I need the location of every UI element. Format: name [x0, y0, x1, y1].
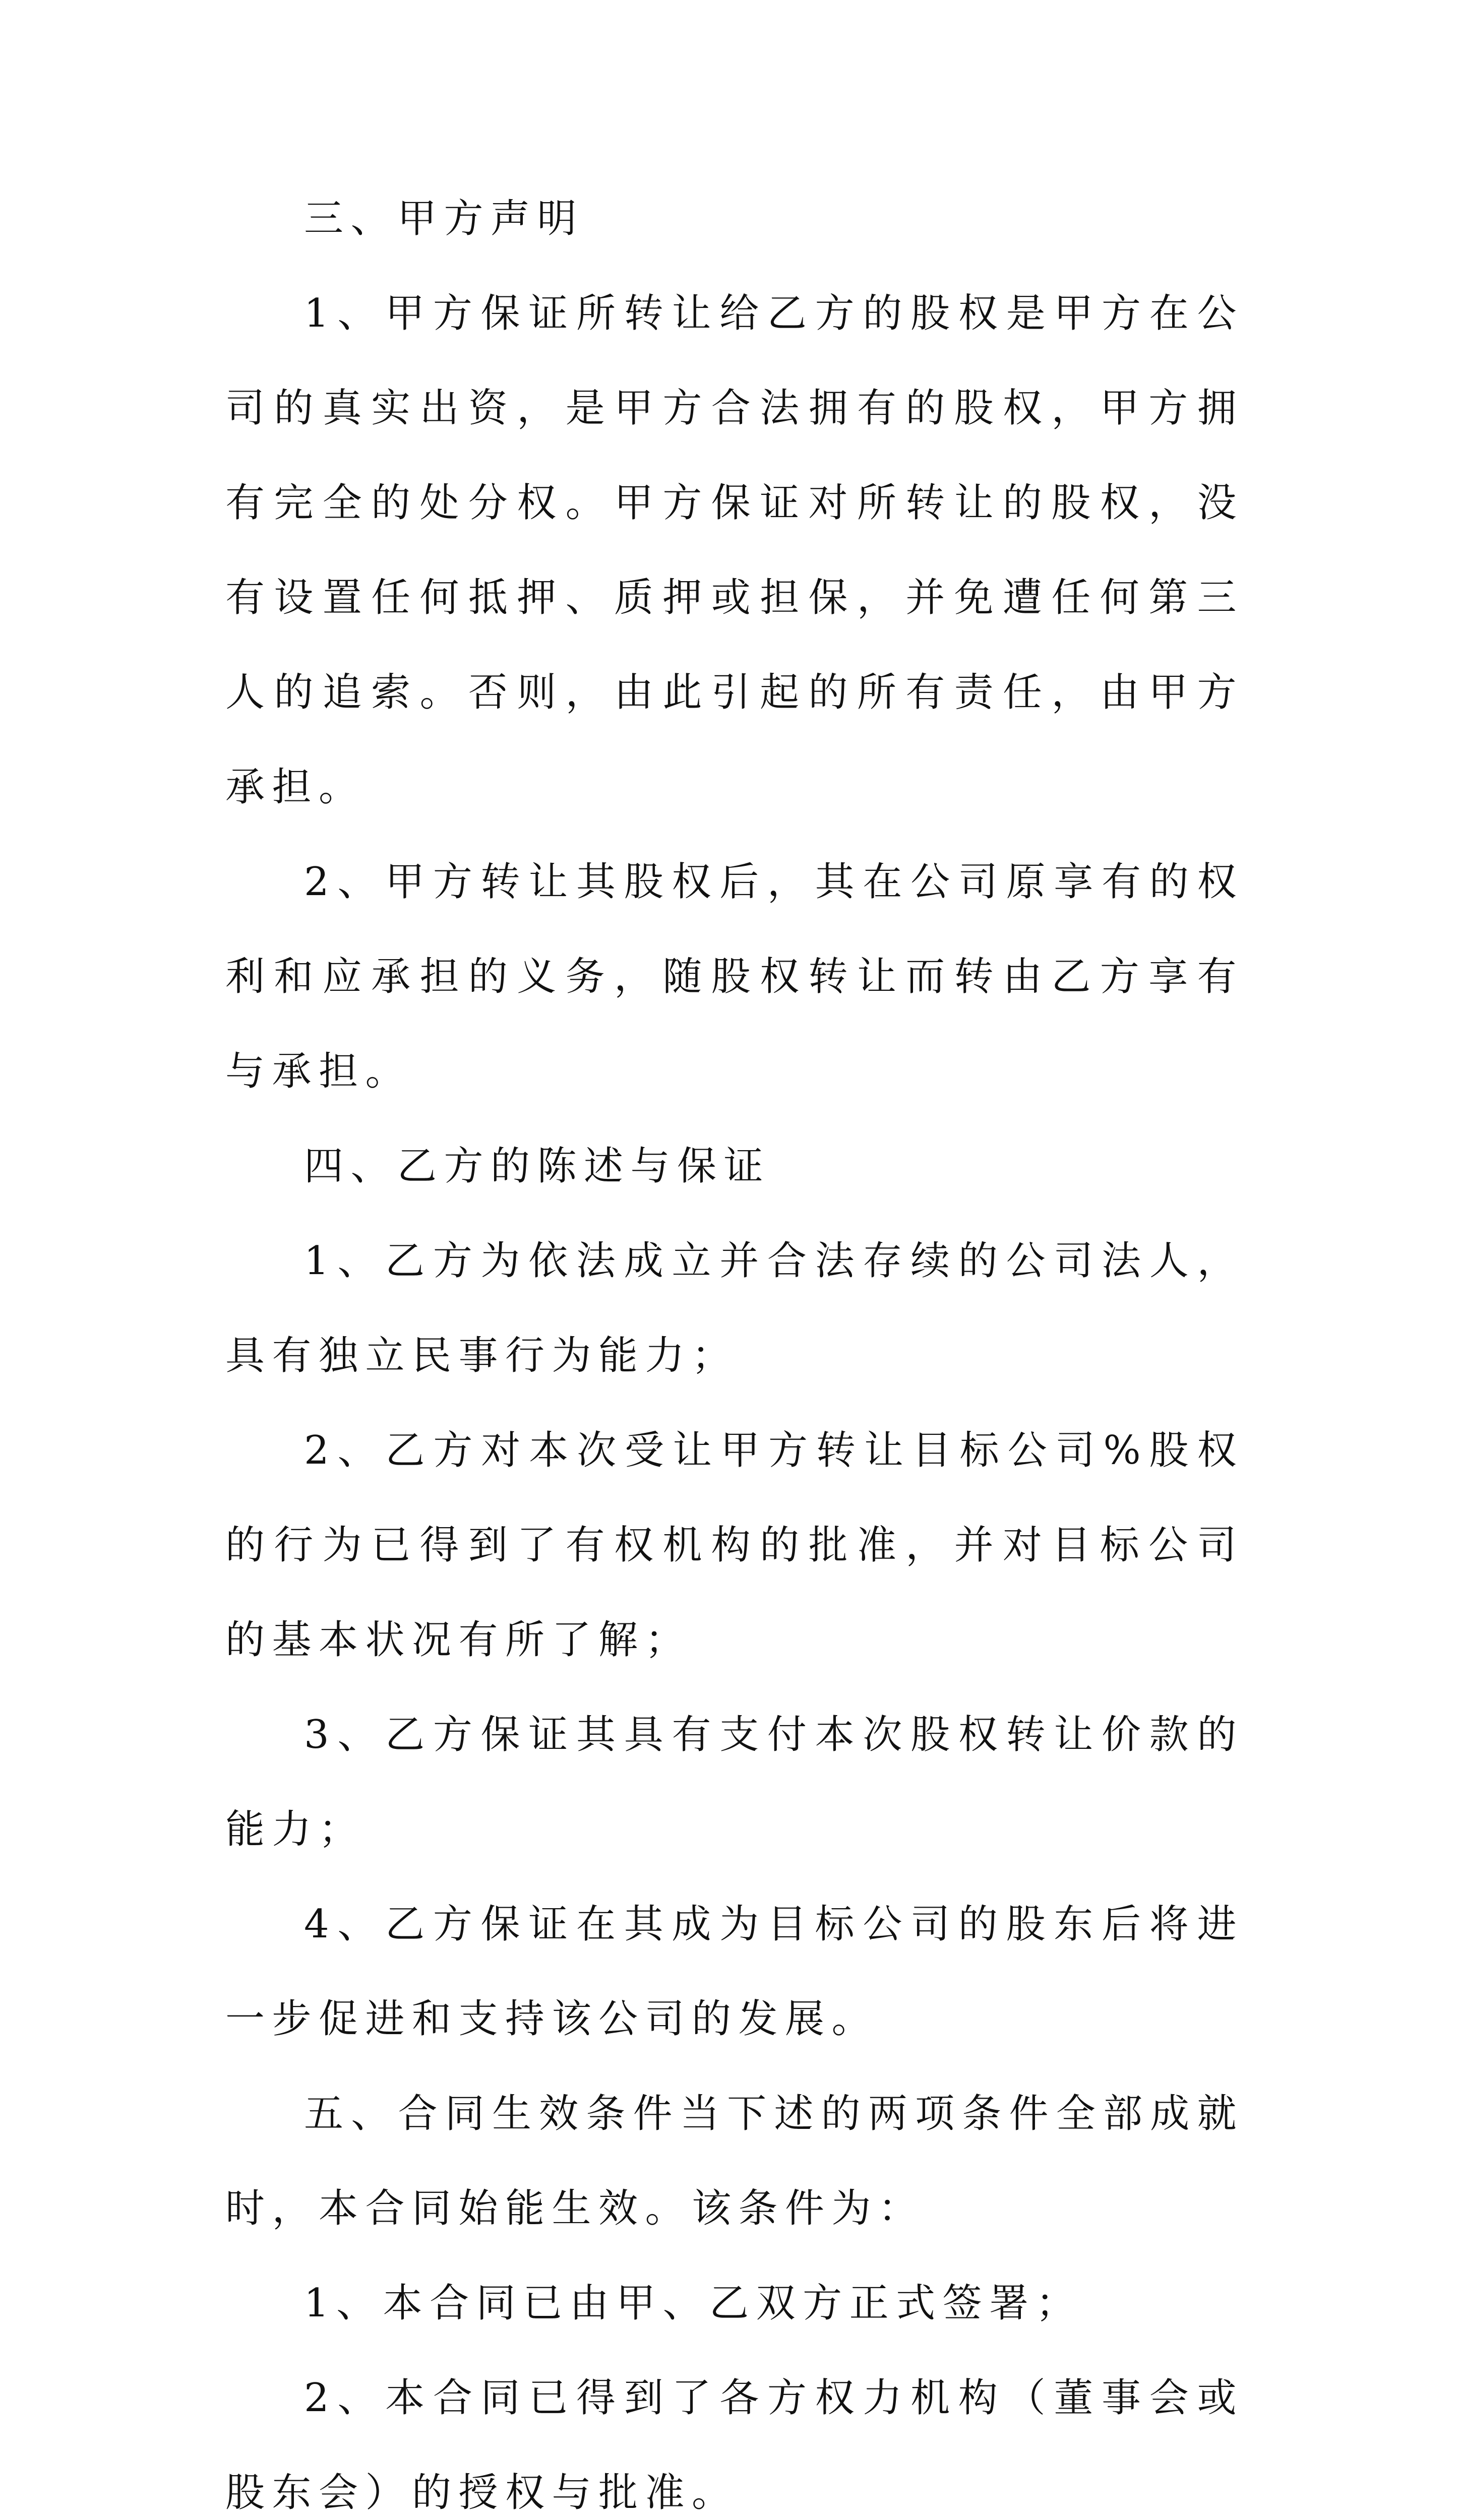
clause-5-2: 2、本合同已得到了各方权力机构（董事会或股东会）的授权与批准。 — [225, 2375, 1244, 2515]
section-heading-3: 三、甲方声明 — [304, 196, 584, 241]
clause-3-2: 2、甲方转让其股权后，其在公司原享有的权利和应承担的义务，随股权转让而转由乙方享有与承担。 — [225, 859, 1244, 1094]
document-body — [225, 171, 1244, 2520]
clause-4-2: 2、乙方对本次受让甲方转让目标公司%股权的行为已得到了有权机构的批准，并对目标公司的基本状况有所了解； — [225, 1428, 1244, 1663]
section-heading-4: 四、乙方的陈述与保证 — [304, 1144, 771, 1189]
clause-4-1: 1、乙方为依法成立并合法存续的公司法人，具有独立民事行为能力； — [225, 1238, 1244, 1378]
section-heading-5: 五、合同生效条件当下述的两项条件全部成就时，本合同始能生效。该条件为： — [225, 2091, 1244, 2231]
clause-3-1: 1、甲方保证所转让给乙方的股权是甲方在公司的真实出资，是甲方合法拥有的股权，甲方拥有完全的处分权。甲方保证对所转让的股权，没有设置任何抵押、质押或担保，并免遭任何第三人的追索。否则，由此引起的所有责任，由甲方承担。 — [225, 291, 1244, 810]
clause-4-4: 4、乙方保证在其成为目标公司的股东后将进一步促进和支持该公司的发展。 — [225, 1902, 1244, 2042]
clause-5-1: 1、本合同已由甲、乙双方正式签署； — [304, 2281, 1083, 2326]
clause-4-3: 3、乙方保证其具有支付本次股权转让价款的能力； — [225, 1712, 1244, 1852]
